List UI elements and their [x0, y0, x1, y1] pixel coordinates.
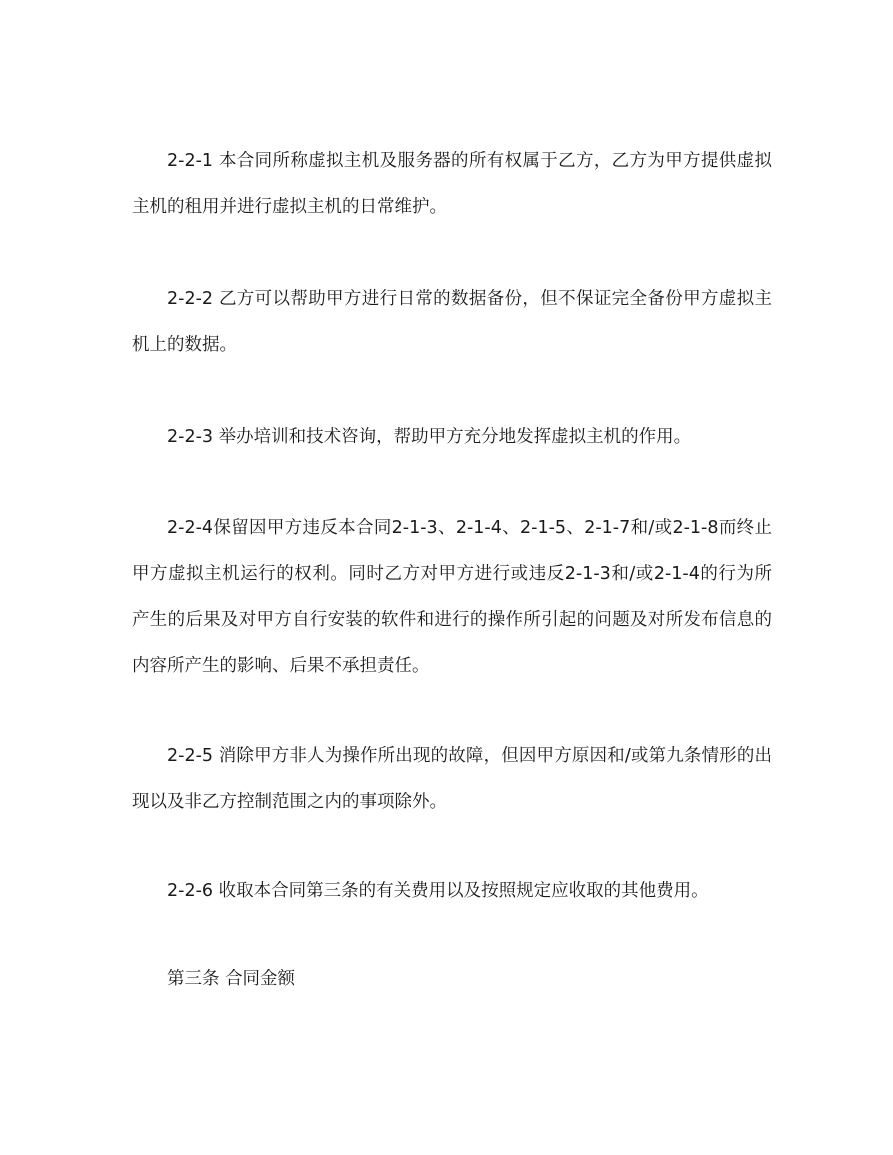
section-heading: 第三条 合同金额: [167, 969, 296, 989]
clause-2-2-5: 2-2-5 消除甲方非人为操作所出现的故障，但因甲方原因和/或第九条情形的出现以及非乙方控制范围之内的事项除外。: [132, 746, 772, 812]
clause-2-2-4: 2-2-4保留因甲方违反本合同2-1-3、2-1-4、2-1-5、2-1-7和/或2-1-8而终止甲方虚拟主机运行的权利。同时乙方对甲方进行或违反2-1-3和/或2-1-4的行为所产生的后果及对甲方自行安装的软件和进行的操作所引起的问题及对所发布信息的内容所产生的影响、后果不承担责任。: [132, 518, 772, 676]
clause-2-2-3: 2-2-3 举办培训和技术咨询，帮助甲方充分地发挥虚拟主机的作用。: [167, 427, 692, 447]
clause-2-2-6: 2-2-6 收取本合同第三条的有关费用以及按照规定应收取的其他费用。: [167, 881, 709, 901]
clause-2-2-1: 2-2-1 本合同所称虚拟主机及服务器的所有权属于乙方，乙方为甲方提供虚拟主机的租用并进行虚拟主机的日常维护。: [132, 151, 772, 217]
clause-2-2-2: 2-2-2 乙方可以帮助甲方进行日常的数据备份，但不保证完全备份甲方虚拟主机上的数据。: [132, 289, 772, 355]
